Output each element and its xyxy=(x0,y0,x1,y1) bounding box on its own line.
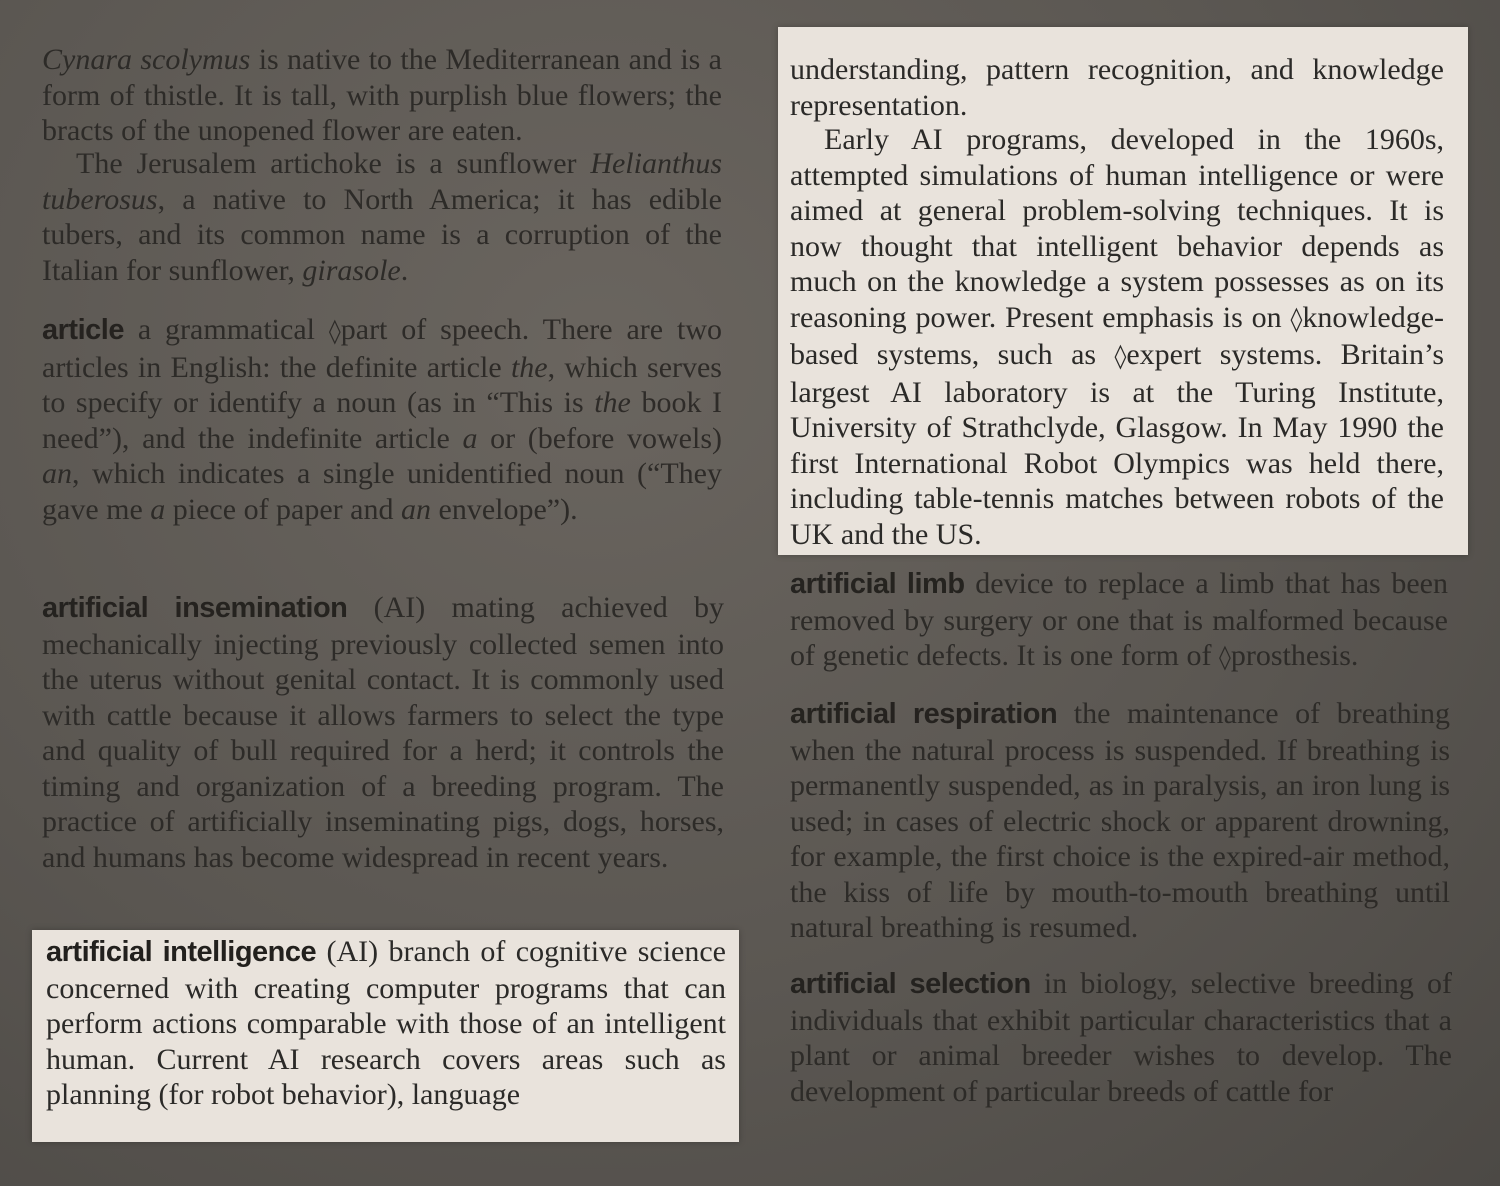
headword: artificial selection xyxy=(790,968,1031,1000)
cross-reference-icon: ◊ xyxy=(1114,342,1127,370)
cross-reference-icon: ◊ xyxy=(1219,643,1231,671)
entry-artificial-insemination: artificial insemination (AI) mating achieved by mechanically injecting previously collected semen into the uterus without genital contact. It is commonly used with cattle because it allows farmers to select the type and quality of bull required for a herd; it controls the timing and organization of a breeding program. The practice of artificially inseminating pigs, dogs, horses, and humans has become widespread in recent years. xyxy=(42,591,724,874)
entry-artificial-selection: artificial selection in biology, selective breeding of individuals that exhibit particular characteristics that a plant or animal breeder wishes to develop. The development of particular breeds of cattle for xyxy=(790,967,1452,1108)
cross-reference-icon: ◊ xyxy=(328,317,341,345)
headword: artificial respiration xyxy=(790,698,1058,730)
entry-artificial-intelligence-continued: understanding, pattern recognition, and knowledge representation. xyxy=(790,53,1444,122)
italic-term: Cynara scolymus xyxy=(42,43,251,76)
italic-term: Helianthus tuberosus xyxy=(42,147,722,216)
headword: article xyxy=(42,314,124,346)
entry-artichoke-p2: The Jerusalem artichoke is a sunflower Helianthus tuberosus, a native to North America; it has edible tubers, and its common name is a corruption of the Italian for sunflower, girasole. xyxy=(42,147,722,287)
headword: artificial insemination xyxy=(42,592,348,624)
entry-artificial-intelligence-p2: Early AI programs, developed in the 1960s, attempted simulations of human intelligence or were aimed at general problem-solving techniques. It is now thought that intelligent behavior depends as much on the knowledge a system possesses as on its reasoning power. Present emphasis is on ◊knowledge-based systems, such as ◊expert systems. Britain’s largest AI laboratory is at the Turing Institute, University of Strathclyde, Glasgow. In May 1990 the first International Robot Olympics was held there, including table-tennis matches between robots of the UK and the US. xyxy=(790,123,1445,551)
italic-term: girasole xyxy=(302,253,401,287)
entry-artichoke-p1 xyxy=(42,42,722,149)
entry-artificial-respiration: artificial respiration the maintenance of breathing when the natural process is suspended. If breathing is permanently suspended, as in paralysis, an iron lung is used; in cases of electric shock or apparent drowning, for example, the first choice is the expired-air method, the kiss of life by mouth-to-mouth breathing until natural breathing is resumed. xyxy=(790,697,1450,944)
entry-text: is native to the Mediterranean and is a form of thistle. It is tall, with purplish blue flowers; the bracts of the unopened flower are eaten. xyxy=(42,43,723,147)
entry-artificial-limb: artificial limb device to replace a limb that has been removed by surgery or one that is malformed because of genetic defects. It is one form of ◊prosthesis. xyxy=(790,567,1448,672)
headword: artificial limb xyxy=(790,568,965,600)
cross-reference-icon: ◊ xyxy=(1290,304,1303,333)
entry-artificial-intelligence: artificial intelligence (AI) branch of cognitive science concerned with creating computer programs that can perform actions comparable with those of an intelligent human. Current AI research covers areas such as planning (for robot behavior), language xyxy=(46,935,726,1111)
entry-article: article a grammatical ◊part of speech. There are two articles in English: the definite article the, which serves to specify or identify a noun (as in “This is the book I need”), and the indefinite article a or (before vowels) an, which indicates a single unidentified noun (“They gave me a piece of paper and an envelope”). xyxy=(42,313,722,526)
headword: artificial intelligence xyxy=(46,936,317,968)
